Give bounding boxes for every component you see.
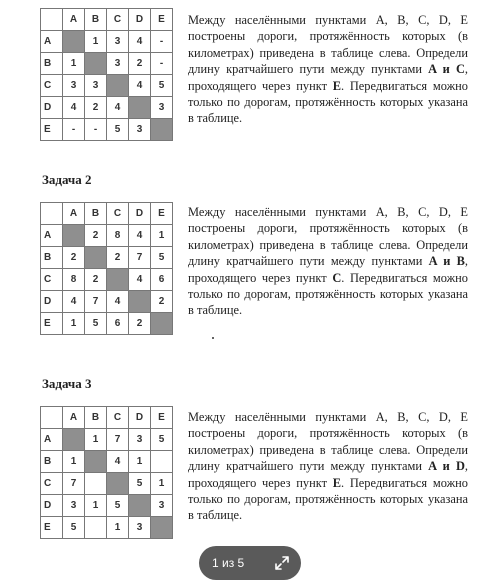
distance-cell: 5: [63, 517, 85, 539]
task-1-text-middle: , проходящего через пункт: [188, 62, 468, 93]
table-row: [41, 451, 173, 473]
table-row: [41, 247, 173, 269]
task-2-heading: Задача 2: [42, 172, 92, 187]
distance-cell: 1: [151, 473, 173, 495]
task-1-text: [188, 12, 468, 127]
distance-cell: 5: [129, 473, 151, 495]
row-header: A: [41, 225, 63, 247]
diagonal-cell: [107, 269, 129, 291]
diagonal-cell: [85, 247, 107, 269]
distance-cell: 1: [85, 429, 107, 451]
row-header: B: [41, 451, 63, 473]
column-header: A: [63, 203, 85, 225]
diagonal-cell: [107, 75, 129, 97]
distance-cell: 2: [85, 225, 107, 247]
column-header: A: [63, 9, 85, 31]
task-2-endpoints: A и B: [428, 254, 465, 269]
table-row: [41, 495, 173, 517]
diagonal-cell: [129, 291, 151, 313]
distance-cell: 2: [107, 247, 129, 269]
task-2-via-point: C: [332, 270, 342, 285]
corner-cell: [41, 203, 63, 225]
row-header: C: [41, 269, 63, 291]
task-3-text: [188, 409, 468, 524]
distance-cell: 3: [63, 495, 85, 517]
distance-cell: 7: [63, 473, 85, 495]
distance-cell: 2: [151, 291, 173, 313]
diagonal-cell: [85, 53, 107, 75]
task-2-text: [188, 204, 468, 319]
distance-cell: 5: [107, 495, 129, 517]
distance-cell: 2: [129, 313, 151, 335]
distance-cell: 3: [151, 97, 173, 119]
column-header: A: [63, 407, 85, 429]
row-header: E: [41, 517, 63, 539]
task-2-text-middle: , проходящего через пункт: [188, 254, 468, 285]
distance-cell: 6: [107, 313, 129, 335]
row-header: A: [41, 31, 63, 53]
column-header: C: [107, 9, 129, 31]
column-header: B: [85, 407, 107, 429]
column-header: B: [85, 9, 107, 31]
distance-cell: [85, 473, 107, 495]
task-1-via-point: E: [332, 78, 341, 93]
distance-cell: 4: [129, 269, 151, 291]
row-header: B: [41, 247, 63, 269]
diagonal-cell: [129, 495, 151, 517]
distance-cell: 1: [63, 313, 85, 335]
row-header: E: [41, 119, 63, 141]
task-1-endpoints: A и C: [428, 62, 465, 77]
task-3-text-after: . Передвигаться можно только по дорогам, протяжённость которых указана в таблице.: [188, 475, 468, 523]
row-header: D: [41, 291, 63, 313]
distance-cell: 3: [63, 75, 85, 97]
distance-cell: 4: [63, 97, 85, 119]
distance-table-3: [40, 406, 173, 539]
task-1-text-after: . Передвигаться можно только по дорогам, протяжённость которых указана в таблице.: [188, 78, 468, 126]
distance-cell: -: [85, 119, 107, 141]
table-row: [41, 75, 173, 97]
distance-cell: -: [151, 53, 173, 75]
column-header: D: [129, 407, 151, 429]
distance-cell: 4: [129, 75, 151, 97]
task-1-text-before: Между населёнными пунктами A, B, C, D, E построены дороги, протяжённость которых (в километрах) приведена в таблице слева. Определи длину кратчайшего пути между пунктами: [188, 13, 468, 77]
distance-cell: 5: [151, 247, 173, 269]
distance-cell: 5: [151, 429, 173, 451]
diagonal-cell: [63, 31, 85, 53]
distance-cell: 2: [85, 269, 107, 291]
row-header: C: [41, 75, 63, 97]
distance-cell: 6: [151, 269, 173, 291]
distance-cell: 5: [107, 119, 129, 141]
distance-cell: 8: [107, 225, 129, 247]
table-header-row: [41, 9, 173, 31]
distance-cell: 1: [129, 451, 151, 473]
distance-cell: 3: [107, 31, 129, 53]
expand-icon[interactable]: [269, 550, 295, 576]
distance-cell: 3: [151, 495, 173, 517]
row-header: A: [41, 429, 63, 451]
distance-cell: 2: [129, 53, 151, 75]
row-header: D: [41, 97, 63, 119]
table-row: [41, 473, 173, 495]
distance-table-2: [40, 202, 173, 335]
diagonal-cell: [63, 429, 85, 451]
diagonal-cell: [151, 313, 173, 335]
diagonal-cell: [63, 225, 85, 247]
page-indicator: [199, 546, 301, 580]
distance-cell: 7: [107, 429, 129, 451]
row-header: E: [41, 313, 63, 335]
row-header: D: [41, 495, 63, 517]
distance-cell: 3: [107, 53, 129, 75]
diagonal-cell: [151, 517, 173, 539]
table-row: [41, 119, 173, 141]
diagonal-cell: [151, 119, 173, 141]
distance-cell: 4: [129, 225, 151, 247]
task-3-via-point: E: [332, 475, 341, 490]
table-row: [41, 313, 173, 335]
distance-cell: 3: [129, 517, 151, 539]
column-header: B: [85, 203, 107, 225]
table-row: [41, 517, 173, 539]
table-row: [41, 97, 173, 119]
distance-cell: -: [151, 31, 173, 53]
column-header: D: [129, 203, 151, 225]
column-header: E: [151, 9, 173, 31]
distance-cell: 4: [107, 291, 129, 313]
distance-cell: 1: [151, 225, 173, 247]
distance-cell: 2: [63, 247, 85, 269]
distance-cell: 3: [85, 75, 107, 97]
column-header: E: [151, 203, 173, 225]
distance-cell: 3: [129, 429, 151, 451]
table-row: [41, 429, 173, 451]
task-3-endpoints: A и D: [428, 459, 465, 474]
table-row: [41, 225, 173, 247]
table-row: [41, 31, 173, 53]
task-3-heading: Задача 3: [42, 376, 92, 391]
diagonal-cell: [129, 97, 151, 119]
table-row: [41, 269, 173, 291]
task-3-text-middle: , проходящего через пункт: [188, 459, 468, 490]
distance-cell: [85, 517, 107, 539]
column-header: C: [107, 407, 129, 429]
distance-cell: -: [63, 119, 85, 141]
distance-cell: 4: [129, 31, 151, 53]
table-header-row: [41, 203, 173, 225]
corner-cell: [41, 9, 63, 31]
distance-cell: 1: [85, 31, 107, 53]
distance-cell: [151, 451, 173, 473]
column-header: D: [129, 9, 151, 31]
distance-cell: 1: [63, 53, 85, 75]
column-header: E: [151, 407, 173, 429]
table-row: [41, 53, 173, 75]
task-2-text-before: Между населёнными пунктами A, B, C, D, E построены дороги, протяжённость которых (в километрах) приведена в таблице слева. Определи длину кратчайшего пути между пунктами: [188, 205, 468, 269]
task-3-text-before: Между населёнными пунктами A, B, C, D, E построены дороги, протяжённость которых (в километрах) приведена в таблице слева. Определи длину кратчайшего пути между пунктами: [188, 410, 468, 474]
distance-cell: 4: [107, 451, 129, 473]
distance-cell: 7: [85, 291, 107, 313]
distance-cell: 4: [63, 291, 85, 313]
corner-cell: [41, 407, 63, 429]
distance-table-1: [40, 8, 173, 141]
diagonal-cell: [85, 451, 107, 473]
table-row: [41, 291, 173, 313]
distance-cell: 2: [85, 97, 107, 119]
distance-cell: 5: [85, 313, 107, 335]
table-header-row: [41, 407, 173, 429]
page-count: 1 из 5: [212, 556, 245, 570]
distance-cell: 1: [63, 451, 85, 473]
column-header: C: [107, 203, 129, 225]
distance-cell: 7: [129, 247, 151, 269]
row-header: C: [41, 473, 63, 495]
distance-cell: 8: [63, 269, 85, 291]
distance-cell: 5: [151, 75, 173, 97]
row-header: B: [41, 53, 63, 75]
diagonal-cell: [107, 473, 129, 495]
stray-dot: [212, 337, 214, 339]
distance-cell: 1: [85, 495, 107, 517]
distance-cell: 3: [129, 119, 151, 141]
distance-cell: 1: [107, 517, 129, 539]
distance-cell: 4: [107, 97, 129, 119]
task-2-text-after: . Передвигаться можно только по дорогам, протяжённость которых указана в таблице.: [188, 270, 469, 318]
